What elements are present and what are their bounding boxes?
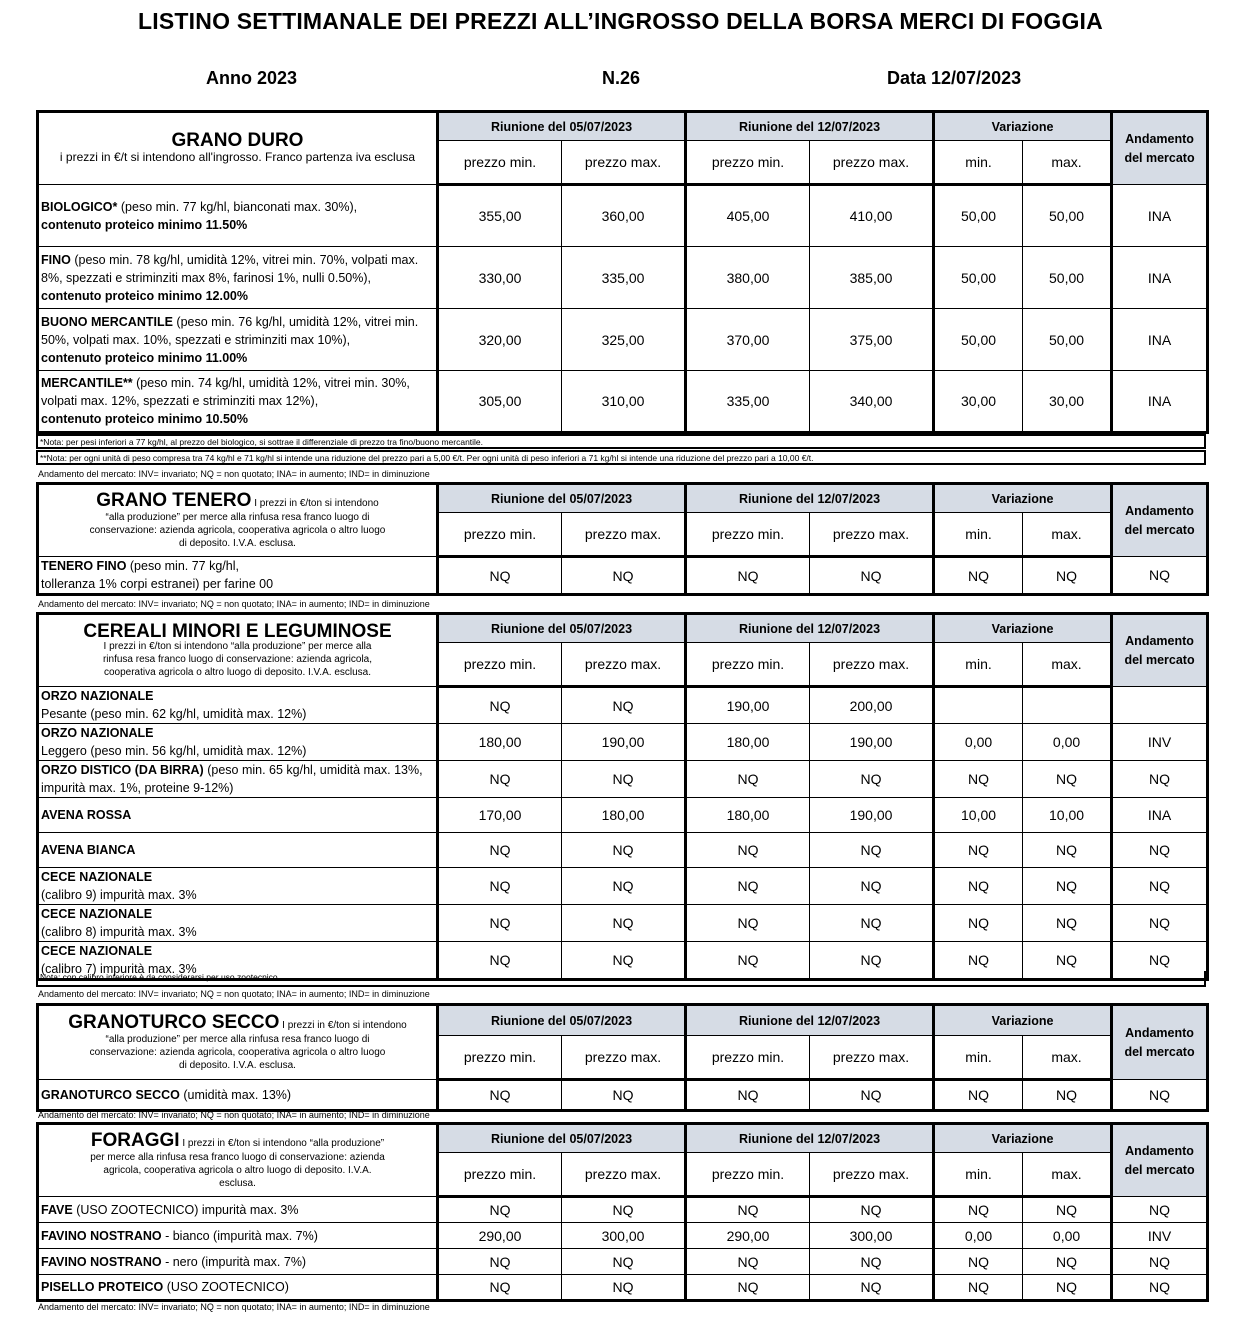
curr-min-cell: NQ [686,1080,810,1111]
prev-min-cell: 355,00 [438,185,562,247]
andamento-cell: INV [1112,1223,1208,1249]
prev-min-header: prezzo min. [438,513,562,557]
grano-tenero-table [36,482,1209,596]
var-max-cell: 0,00 [1023,724,1112,761]
andamento-header: Andamento del mercato [1112,112,1208,185]
prev-max-header: prezzo max. [562,141,686,185]
var-max-cell: NQ [1023,833,1112,868]
table-row [38,1275,1208,1301]
var-max-header: max. [1023,643,1112,687]
curr-min-cell: NQ [686,1197,810,1223]
riunione-curr-header: Riunione del 12/07/2023 [686,112,934,141]
prev-min-cell: 290,00 [438,1223,562,1249]
andamento-header: Andamento del mercato [1112,484,1208,557]
var-min-cell: NQ [934,868,1023,905]
prev-max-cell: NQ [562,687,686,724]
andamento-cell: NQ [1112,1275,1208,1301]
prev-min-cell: NQ [438,833,562,868]
product-desc: (peso min. 65 kg/hl, umidità max. 13%, [203,763,423,777]
var-min-cell: 10,00 [934,798,1023,833]
curr-max-cell: NQ [810,1197,934,1223]
var-min-cell: 50,00 [934,185,1023,247]
var-max-header: max. [1023,1153,1112,1197]
curr-min-cell: 290,00 [686,1223,810,1249]
product-name: FAVINO NOSTRANO [41,1254,162,1269]
var-min-header: min. [934,141,1023,185]
section-title: FORAGGI [90,1129,180,1151]
legend-note: Andamento del mercato: INV= invariato; NQ = non quotato; INA= in aumento; IND= in diminuzione [38,989,430,999]
var-max-cell: 50,00 [1023,185,1112,247]
product-label [38,1249,438,1275]
curr-max-cell: NQ [810,761,934,798]
product-desc-2: (calibro 8) impurità max. 3% [41,925,197,939]
var-max-cell: NQ [1023,942,1112,980]
var-max-cell: NQ [1023,868,1112,905]
prev-max-cell: 180,00 [562,798,686,833]
prev-min-cell: NQ [438,1080,562,1111]
curr-min-cell: 335,00 [686,371,810,433]
prev-min-cell: NQ [438,687,562,724]
product-label [38,185,438,247]
section-header: GRANO TENERO I prezzi in €/ton si intendono “alla produzione” per merce alla rinfusa resa franco luogo di conservazione: azienda agricola, cooperativa agricola o altro luogo di deposito. I.V.A. esclusa. [38,484,438,557]
andamento-cell: NQ [1112,1197,1208,1223]
product-desc: (umidità max. 13%) [179,1087,292,1102]
var-max-cell: 50,00 [1023,309,1112,371]
product-name: FAVINO NOSTRANO [41,1228,162,1243]
var-min-cell: NQ [934,942,1023,980]
prev-min-header: prezzo min. [438,1153,562,1197]
section-header [38,112,438,185]
var-min-header: min. [934,1036,1023,1080]
prev-min-cell: 320,00 [438,309,562,371]
andamento-cell [1112,687,1208,724]
var-min-cell: NQ [934,1197,1023,1223]
variazione-header: Variazione [934,484,1112,513]
table-row [38,309,1208,371]
product-name: ORZO DISTICO (DA BIRRA) [41,763,204,777]
variazione-header: Variazione [934,1124,1112,1153]
andamento-cell: INA [1112,247,1208,309]
table-row [38,905,1208,942]
andamento-cell: INA [1112,185,1208,247]
anno-label: Anno 2023 [206,68,298,88]
cereali-note: Nota: con calibro inferiore è da considerarsi per uso zootecnico [36,971,1206,987]
var-max-cell: 10,00 [1023,798,1112,833]
curr-max-cell: NQ [810,1080,934,1111]
curr-min-cell: 190,00 [686,687,810,724]
curr-min-cell: NQ [686,557,810,595]
variazione-header: Variazione [934,1005,1112,1036]
curr-min-cell: 180,00 [686,798,810,833]
riunione-prev-header: Riunione del 05/07/2023 [438,1005,686,1036]
prev-min-cell: 180,00 [438,724,562,761]
prev-max-cell: NQ [562,942,686,980]
product-desc: (peso min. 77 kg/hl, bianconati max. 30%), [117,199,358,214]
curr-max-cell: 300,00 [810,1223,934,1249]
product-label [38,309,438,371]
product-desc-2: impurità max. 1%, proteine 9-12%) [41,781,234,795]
prev-max-cell: NQ [562,905,686,942]
riunione-prev-header: Riunione del 05/07/2023 [438,1124,686,1153]
curr-max-header: prezzo max. [810,141,934,185]
prev-max-header: prezzo max. [562,1153,686,1197]
curr-max-header: prezzo max. [810,513,934,557]
product-name: PISELLO PROTEICO [41,1280,164,1294]
table-row [38,1080,1208,1111]
var-min-cell: 30,00 [934,371,1023,433]
var-min-cell: 50,00 [934,309,1023,371]
legend-note: Andamento del mercato: INV= invariato; NQ = non quotato; INA= in aumento; IND= in diminuzione [38,469,430,479]
andamento-cell: NQ [1112,942,1208,980]
var-max-cell: NQ [1023,1249,1112,1275]
andamento-cell: NQ [1112,1080,1208,1111]
section-subtitle: i prezzi in €/t si intendono all'ingrosso. Franco partenza iva esclusa [59,149,416,164]
duro-note-2: **Nota: per ogni unità di peso compresa tra 74 kg/hl e 71 kg/hl si intende una riduzione del prezzo pari a 5,00 €/t. Per ogni unità di peso inferiori a 71 kg/hl si intende una riduzione del prezzo pari a 10,00 €/t. [36,450,1206,465]
var-max-cell: NQ [1023,1080,1112,1111]
curr-min-cell: NQ [686,942,810,980]
table-row [38,185,1208,247]
product-name: CECE NAZIONALE [41,907,153,921]
product-name: BUONO MERCANTILE [41,314,173,329]
var-min-cell: NQ [934,905,1023,942]
curr-max-cell: NQ [810,868,934,905]
prev-min-cell: NQ [438,761,562,798]
var-max-header: max. [1023,513,1112,557]
riunione-curr-header: Riunione del 12/07/2023 [686,484,934,513]
product-label [38,905,438,942]
prev-max-cell: 325,00 [562,309,686,371]
var-min-header: min. [934,513,1023,557]
andamento-cell: INA [1112,798,1208,833]
var-min-cell: 0,00 [934,724,1023,761]
prev-max-cell: NQ [562,1275,686,1301]
prev-max-cell: NQ [562,1197,686,1223]
prev-min-cell: 305,00 [438,371,562,433]
product-protein: contenuto proteico minimo 10.50% [41,412,248,426]
curr-max-header: prezzo max. [810,1153,934,1197]
curr-min-cell: NQ [686,761,810,798]
table-row [38,798,1208,833]
product-desc: (peso min. 78 kg/hl, umidità 12%, vitrei min. 70%, volpati max. 8%, spezzati e striminziti max 8%, farinosi 1%, nulli 0.50%), [41,252,419,285]
prev-min-cell: NQ [438,1249,562,1275]
prev-max-cell: NQ [562,761,686,798]
var-max-cell [1023,687,1112,724]
var-min-header: min. [934,1153,1023,1197]
curr-min-cell: 180,00 [686,724,810,761]
curr-min-cell: NQ [686,868,810,905]
curr-min-cell: 405,00 [686,185,810,247]
prev-min-header: prezzo min. [438,141,562,185]
prev-min-cell: NQ [438,557,562,595]
var-min-cell: NQ [934,557,1023,595]
table-row [38,1249,1208,1275]
product-protein: contenuto proteico minimo 11.00% [41,350,248,365]
duro-note-1: *Nota: per pesi inferiori a 77 kg/hl, al prezzo del biologico, si sottrae il differenziale di prezzo tra fino/buono mercantile. [36,434,1206,449]
var-min-cell: NQ [934,1275,1023,1301]
andamento-cell: NQ [1112,761,1208,798]
page-title: LISTINO SETTIMANALE DEI PREZZI ALL’INGROSSO DELLA BORSA MERCI DI FOGGIA [138,8,1103,34]
product-desc: (peso min. 77 kg/hl, [126,559,239,573]
granoturco-table [36,1003,1209,1112]
curr-max-cell: 190,00 [810,724,934,761]
curr-max-cell: NQ [810,833,934,868]
legend-note: Andamento del mercato: INV= invariato; NQ = non quotato; INA= in aumento; IND= in diminuzione [38,1110,430,1120]
section-header: CEREALI MINORI E LEGUMINOSE I prezzi in €/ton si intendono “alla produzione” per merce alla rinfusa resa franco luogo di conservazione: azienda agricola, cooperativa agricola o altro luogo di deposito. I.V.A. esclusa. [38,614,438,687]
product-label [38,833,438,868]
curr-max-cell: NQ [810,1275,934,1301]
var-min-cell: NQ [934,761,1023,798]
product-desc-2: Leggero (peso min. 56 kg/hl, umidità max. 12%) [41,744,307,758]
product-desc-2: tolleranza 1% corpi estranei) per farine 00 [41,577,274,591]
curr-min-cell: NQ [686,905,810,942]
var-max-cell: 30,00 [1023,371,1112,433]
product-label [38,761,438,798]
product-desc-2: Pesante (peso min. 62 kg/hl, umidità max. 12%) [41,707,307,721]
product-name: CECE NAZIONALE [41,944,153,958]
product-label [38,1080,438,1111]
product-name: CECE NAZIONALE [41,870,153,884]
riunione-prev-header: Riunione del 05/07/2023 [438,112,686,141]
andamento-header: Andamento del mercato [1112,1124,1208,1197]
var-max-cell: NQ [1023,557,1112,595]
prev-max-cell: NQ [562,1249,686,1275]
prev-max-header: prezzo max. [562,513,686,557]
product-label [38,1275,438,1301]
var-max-header: max. [1023,1036,1112,1080]
var-min-cell: NQ [934,833,1023,868]
product-name: AVENA ROSSA [41,808,132,822]
prev-max-cell: 300,00 [562,1223,686,1249]
prev-max-header: prezzo max. [562,643,686,687]
table-row [38,761,1208,798]
curr-min-header: prezzo min. [686,513,810,557]
riunione-prev-header: Riunione del 05/07/2023 [438,484,686,513]
product-desc: (USO ZOOTECNICO) [163,1280,289,1294]
product-label [38,798,438,833]
table-row [38,724,1208,761]
andamento-cell: NQ [1112,557,1208,595]
section-header: FORAGGI I prezzi in €/ton si intendono “alla produzione” per merce alla rinfusa resa franco luogo di conservazione: azienda agricola, cooperativa agricola o altro luogo di deposito. I.V.A. esclusa. [38,1124,438,1197]
table-row [38,833,1208,868]
product-label [38,371,438,433]
andamento-cell: INA [1112,371,1208,433]
data-label: Data 12/07/2023 [887,68,1022,88]
var-max-cell: 50,00 [1023,247,1112,309]
table-row [38,1223,1208,1249]
prev-max-cell: NQ [562,868,686,905]
product-protein: contenuto proteico minimo 12.00% [41,288,248,303]
table-row [38,868,1208,905]
var-min-cell [934,687,1023,724]
grano-duro-table [36,110,1209,434]
curr-min-cell: 370,00 [686,309,810,371]
product-name: ORZO NAZIONALE [41,689,154,703]
product-label [38,1223,438,1249]
andamento-cell: NQ [1112,905,1208,942]
prev-max-cell: 310,00 [562,371,686,433]
riunione-curr-header: Riunione del 12/07/2023 [686,1005,934,1036]
prev-min-header: prezzo min. [438,1036,562,1080]
curr-min-cell: NQ [686,833,810,868]
product-name: ORZO NAZIONALE [41,726,154,740]
product-label [38,1197,438,1223]
var-min-cell: NQ [934,1080,1023,1111]
product-label [38,868,438,905]
product-desc: - nero (impurità max. 7%) [161,1254,307,1269]
prev-max-cell: 360,00 [562,185,686,247]
riunione-prev-header: Riunione del 05/07/2023 [438,614,686,643]
cereali-table [36,612,1209,981]
curr-max-cell: 375,00 [810,309,934,371]
product-desc: (peso min. 74 kg/hl, umidità 12%, vitrei min. 30%, volpati max. 12%, spezzati e striminziti max 12%), [41,376,410,408]
table-row [38,247,1208,309]
andamento-cell: NQ [1112,1249,1208,1275]
riunione-curr-header: Riunione del 12/07/2023 [686,1124,934,1153]
curr-max-header: prezzo max. [810,643,934,687]
curr-max-cell: NQ [810,1249,934,1275]
curr-max-cell: NQ [810,942,934,980]
table-row [38,687,1208,724]
curr-min-cell: 380,00 [686,247,810,309]
product-name: FINO [41,252,71,267]
product-label [38,724,438,761]
product-name: FAVE [41,1202,73,1217]
var-max-cell: 0,00 [1023,1223,1112,1249]
curr-min-header: prezzo min. [686,643,810,687]
curr-max-cell: 385,00 [810,247,934,309]
product-label [38,247,438,309]
var-min-cell: 50,00 [934,247,1023,309]
prev-min-cell: NQ [438,905,562,942]
curr-max-cell: NQ [810,557,934,595]
section-title: CEREALI MINORI E LEGUMINOSE [83,620,392,642]
product-desc: - bianco (impurità max. 7%) [161,1228,318,1243]
prev-max-header: prezzo max. [562,1036,686,1080]
prev-min-cell: 330,00 [438,247,562,309]
legend-note: Andamento del mercato: INV= invariato; NQ = non quotato; INA= in aumento; IND= in diminuzione [38,1302,430,1312]
andamento-cell: INA [1112,309,1208,371]
numero-label: N.26 [602,68,641,88]
section-title: GRANO TENERO [96,489,252,511]
product-name: TENERO FINO [41,559,127,573]
product-desc: (USO ZOOTECNICO) impurità max. 3% [72,1202,299,1217]
prev-min-cell: NQ [438,1275,562,1301]
andamento-cell: NQ [1112,833,1208,868]
var-min-cell: NQ [934,1249,1023,1275]
curr-max-cell: 200,00 [810,687,934,724]
var-max-cell: NQ [1023,1275,1112,1301]
curr-min-cell: NQ [686,1275,810,1301]
var-max-header: max. [1023,141,1112,185]
andamento-cell: NQ [1112,868,1208,905]
andamento-header: Andamento del mercato [1112,1005,1208,1080]
prev-max-cell: NQ [562,557,686,595]
prev-min-cell: NQ [438,1197,562,1223]
var-max-cell: NQ [1023,1197,1112,1223]
product-desc-2: (calibro 9) impurità max. 3% [41,888,197,902]
var-min-cell: 0,00 [934,1223,1023,1249]
prev-max-cell: NQ [562,833,686,868]
product-desc: (peso min. 76 kg/hl, umidità 12%, vitrei min. 50%, volpati max. 10%, spezzati e striminziti max 10%), [41,314,419,347]
curr-min-cell: NQ [686,1249,810,1275]
product-label [38,557,438,595]
prev-min-cell: 170,00 [438,798,562,833]
section-title: GRANO DURO [171,129,304,151]
curr-min-header: prezzo min. [686,1153,810,1197]
riunione-curr-header: Riunione del 12/07/2023 [686,614,934,643]
var-max-cell: NQ [1023,905,1112,942]
table-row [38,557,1208,595]
curr-max-cell: 190,00 [810,798,934,833]
curr-min-header: prezzo min. [686,1036,810,1080]
variazione-header: Variazione [934,112,1112,141]
legend-note: Andamento del mercato: INV= invariato; NQ = non quotato; INA= in aumento; IND= in diminuzione [38,599,430,609]
table-row [38,1197,1208,1223]
curr-max-cell: NQ [810,905,934,942]
andamento-header: Andamento del mercato [1112,614,1208,687]
product-desc-2: (calibro 7) impurità max. 3% [41,962,197,976]
table-row [38,371,1208,433]
var-max-cell: NQ [1023,761,1112,798]
product-label [38,687,438,724]
curr-max-cell: 410,00 [810,185,934,247]
prev-min-cell: NQ [438,942,562,980]
section-header: GRANOTURCO SECCO I prezzi in €/ton si intendono “alla produzione” per merce alla rinfusa resa franco luogo di conservazione: azienda agricola, cooperativa agricola o altro luogo di deposito. I.V.A. esclusa. [38,1005,438,1080]
product-name: MERCANTILE** [41,376,133,390]
curr-min-header: prezzo min. [686,141,810,185]
var-min-header: min. [934,643,1023,687]
variazione-header: Variazione [934,614,1112,643]
prev-max-cell: 335,00 [562,247,686,309]
product-name: GRANOTURCO SECCO [41,1087,180,1102]
prev-min-header: prezzo min. [438,643,562,687]
prev-min-cell: NQ [438,868,562,905]
section-title: GRANOTURCO SECCO [68,1011,280,1033]
curr-max-header: prezzo max. [810,1036,934,1080]
curr-max-cell: 340,00 [810,371,934,433]
product-name: BIOLOGICO* [41,199,118,214]
product-name: AVENA BIANCA [41,843,136,857]
prev-max-cell: NQ [562,1080,686,1111]
andamento-cell: INV [1112,724,1208,761]
prev-max-cell: 190,00 [562,724,686,761]
foraggi-table [36,1122,1209,1302]
product-protein: contenuto proteico minimo 11.50% [41,217,248,232]
